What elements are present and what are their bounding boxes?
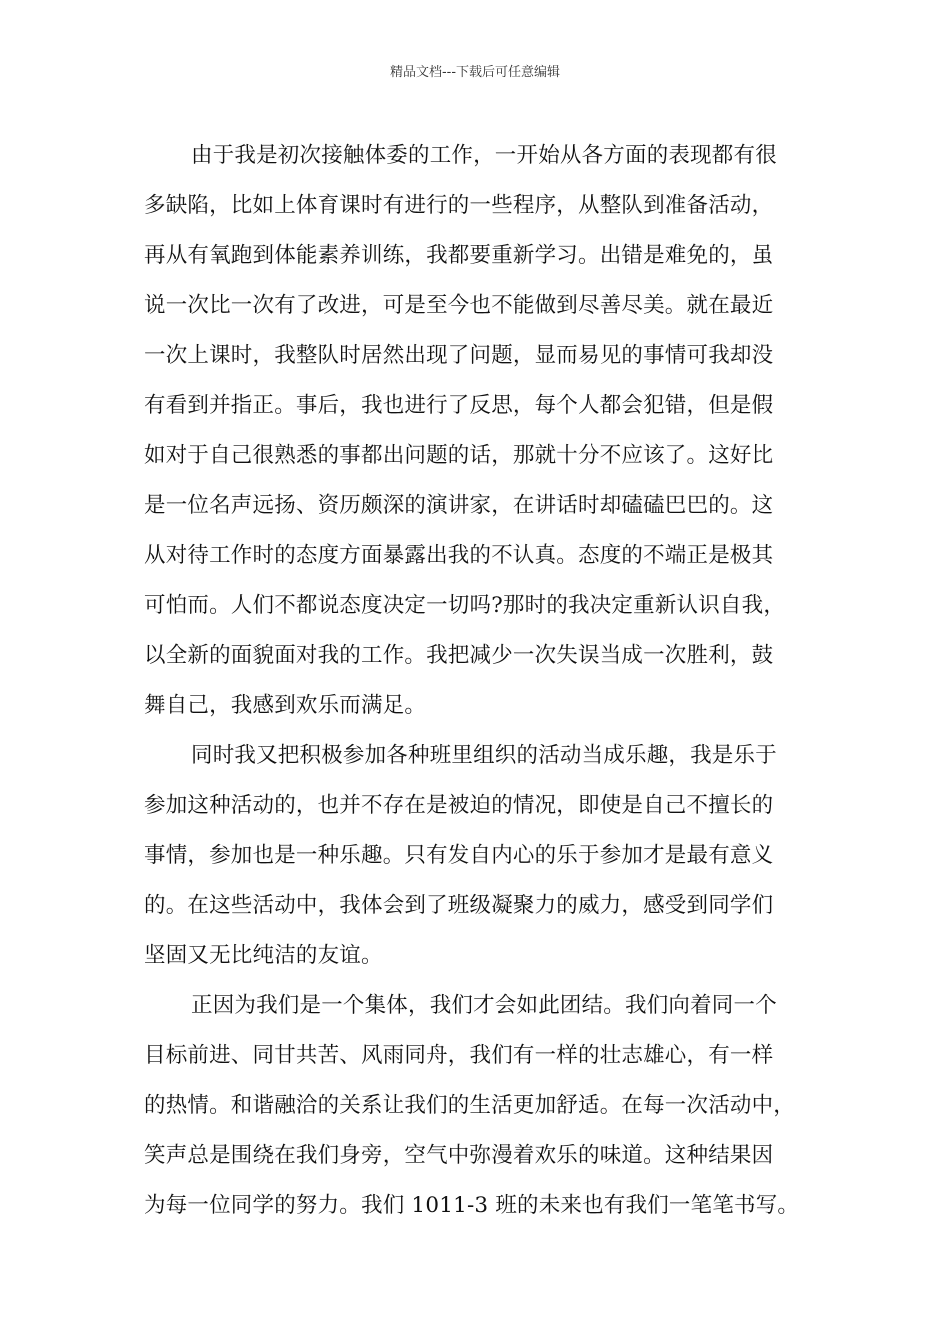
paragraph-line: 说一次比一次有了改进，可是至今也不能做到尽善尽美。就在最近	[144, 293, 774, 318]
paragraph-line: 坚固又无比纯洁的友谊。	[144, 943, 383, 968]
paragraph-line: 笑声总是围绕在我们身旁，空气中弥漫着欢乐的味道。这种结果因	[144, 1143, 774, 1168]
paragraph-line: 是一位名声远扬、资历颇深的演讲家，在讲话时却磕磕巴巴的。这	[144, 493, 774, 518]
paragraph-line: 一次上课时，我整队时居然出现了问题，显而易见的事情可我却没	[144, 343, 774, 368]
paragraph-line: 舞自己，我感到欢乐而满足。	[144, 693, 427, 718]
document-body	[144, 131, 806, 1231]
paragraph-line: 的。在这些活动中，我体会到了班级凝聚力的威力，感受到同学们	[144, 893, 774, 918]
paragraph-line: 由于我是初次接触体委的工作，一开始从各方面的表现都有很	[191, 143, 777, 168]
paragraph-line: 如对于自己很熟悉的事都出问题的话，那就十分不应该了。这好比	[144, 443, 774, 468]
paragraph-line: 为每一位同学的努力。我们 1011-3 班的未来也有我们一笔笔书写。	[144, 1193, 800, 1218]
paragraph-line: 的热情。和谐融洽的关系让我们的生活更加舒适。在每一次活动中，	[144, 1093, 796, 1118]
paragraph-2	[144, 731, 806, 981]
paragraph-line: 可怕而。人们不都说态度决定一切吗?那时的我决定重新认识自我，	[144, 593, 786, 618]
paragraph-line: 再从有氧跑到体能素养训练，我都要重新学习。出错是难免的，虽	[144, 243, 774, 268]
paragraph-line: 以全新的面貌面对我的工作。我把减少一次失误当成一次胜利，鼓	[144, 643, 774, 668]
paragraph-line: 有看到并指正。事后，我也进行了反思，每个人都会犯错，但是假	[144, 393, 774, 418]
paragraph-line: 从对待工作时的态度方面暴露出我的不认真。态度的不端正是极其	[144, 543, 774, 568]
paragraph-line: 事情，参加也是一种乐趣。只有发自内心的乐于参加才是最有意义	[144, 843, 774, 868]
paragraph-line: 目标前进、同甘共苦、风雨同舟，我们有一样的壮志雄心，有一样	[144, 1043, 774, 1068]
paragraph-3	[144, 981, 806, 1231]
paragraph-line: 参加这种活动的，也并不存在是被迫的情况，即使是自己不擅长的	[144, 793, 774, 818]
paragraph-line: 同时我又把积极参加各种班里组织的活动当成乐趣，我是乐于	[191, 743, 777, 768]
paragraph-line: 正因为我们是一个集体，我们才会如此团结。我们向着同一个	[191, 993, 777, 1018]
page-header: 精品文档---下载后可任意编辑	[389, 65, 561, 80]
paragraph-line: 多缺陷，比如上体育课时有进行的一些程序，从整队到准备活动，	[144, 193, 774, 218]
paragraph-1	[144, 131, 806, 731]
